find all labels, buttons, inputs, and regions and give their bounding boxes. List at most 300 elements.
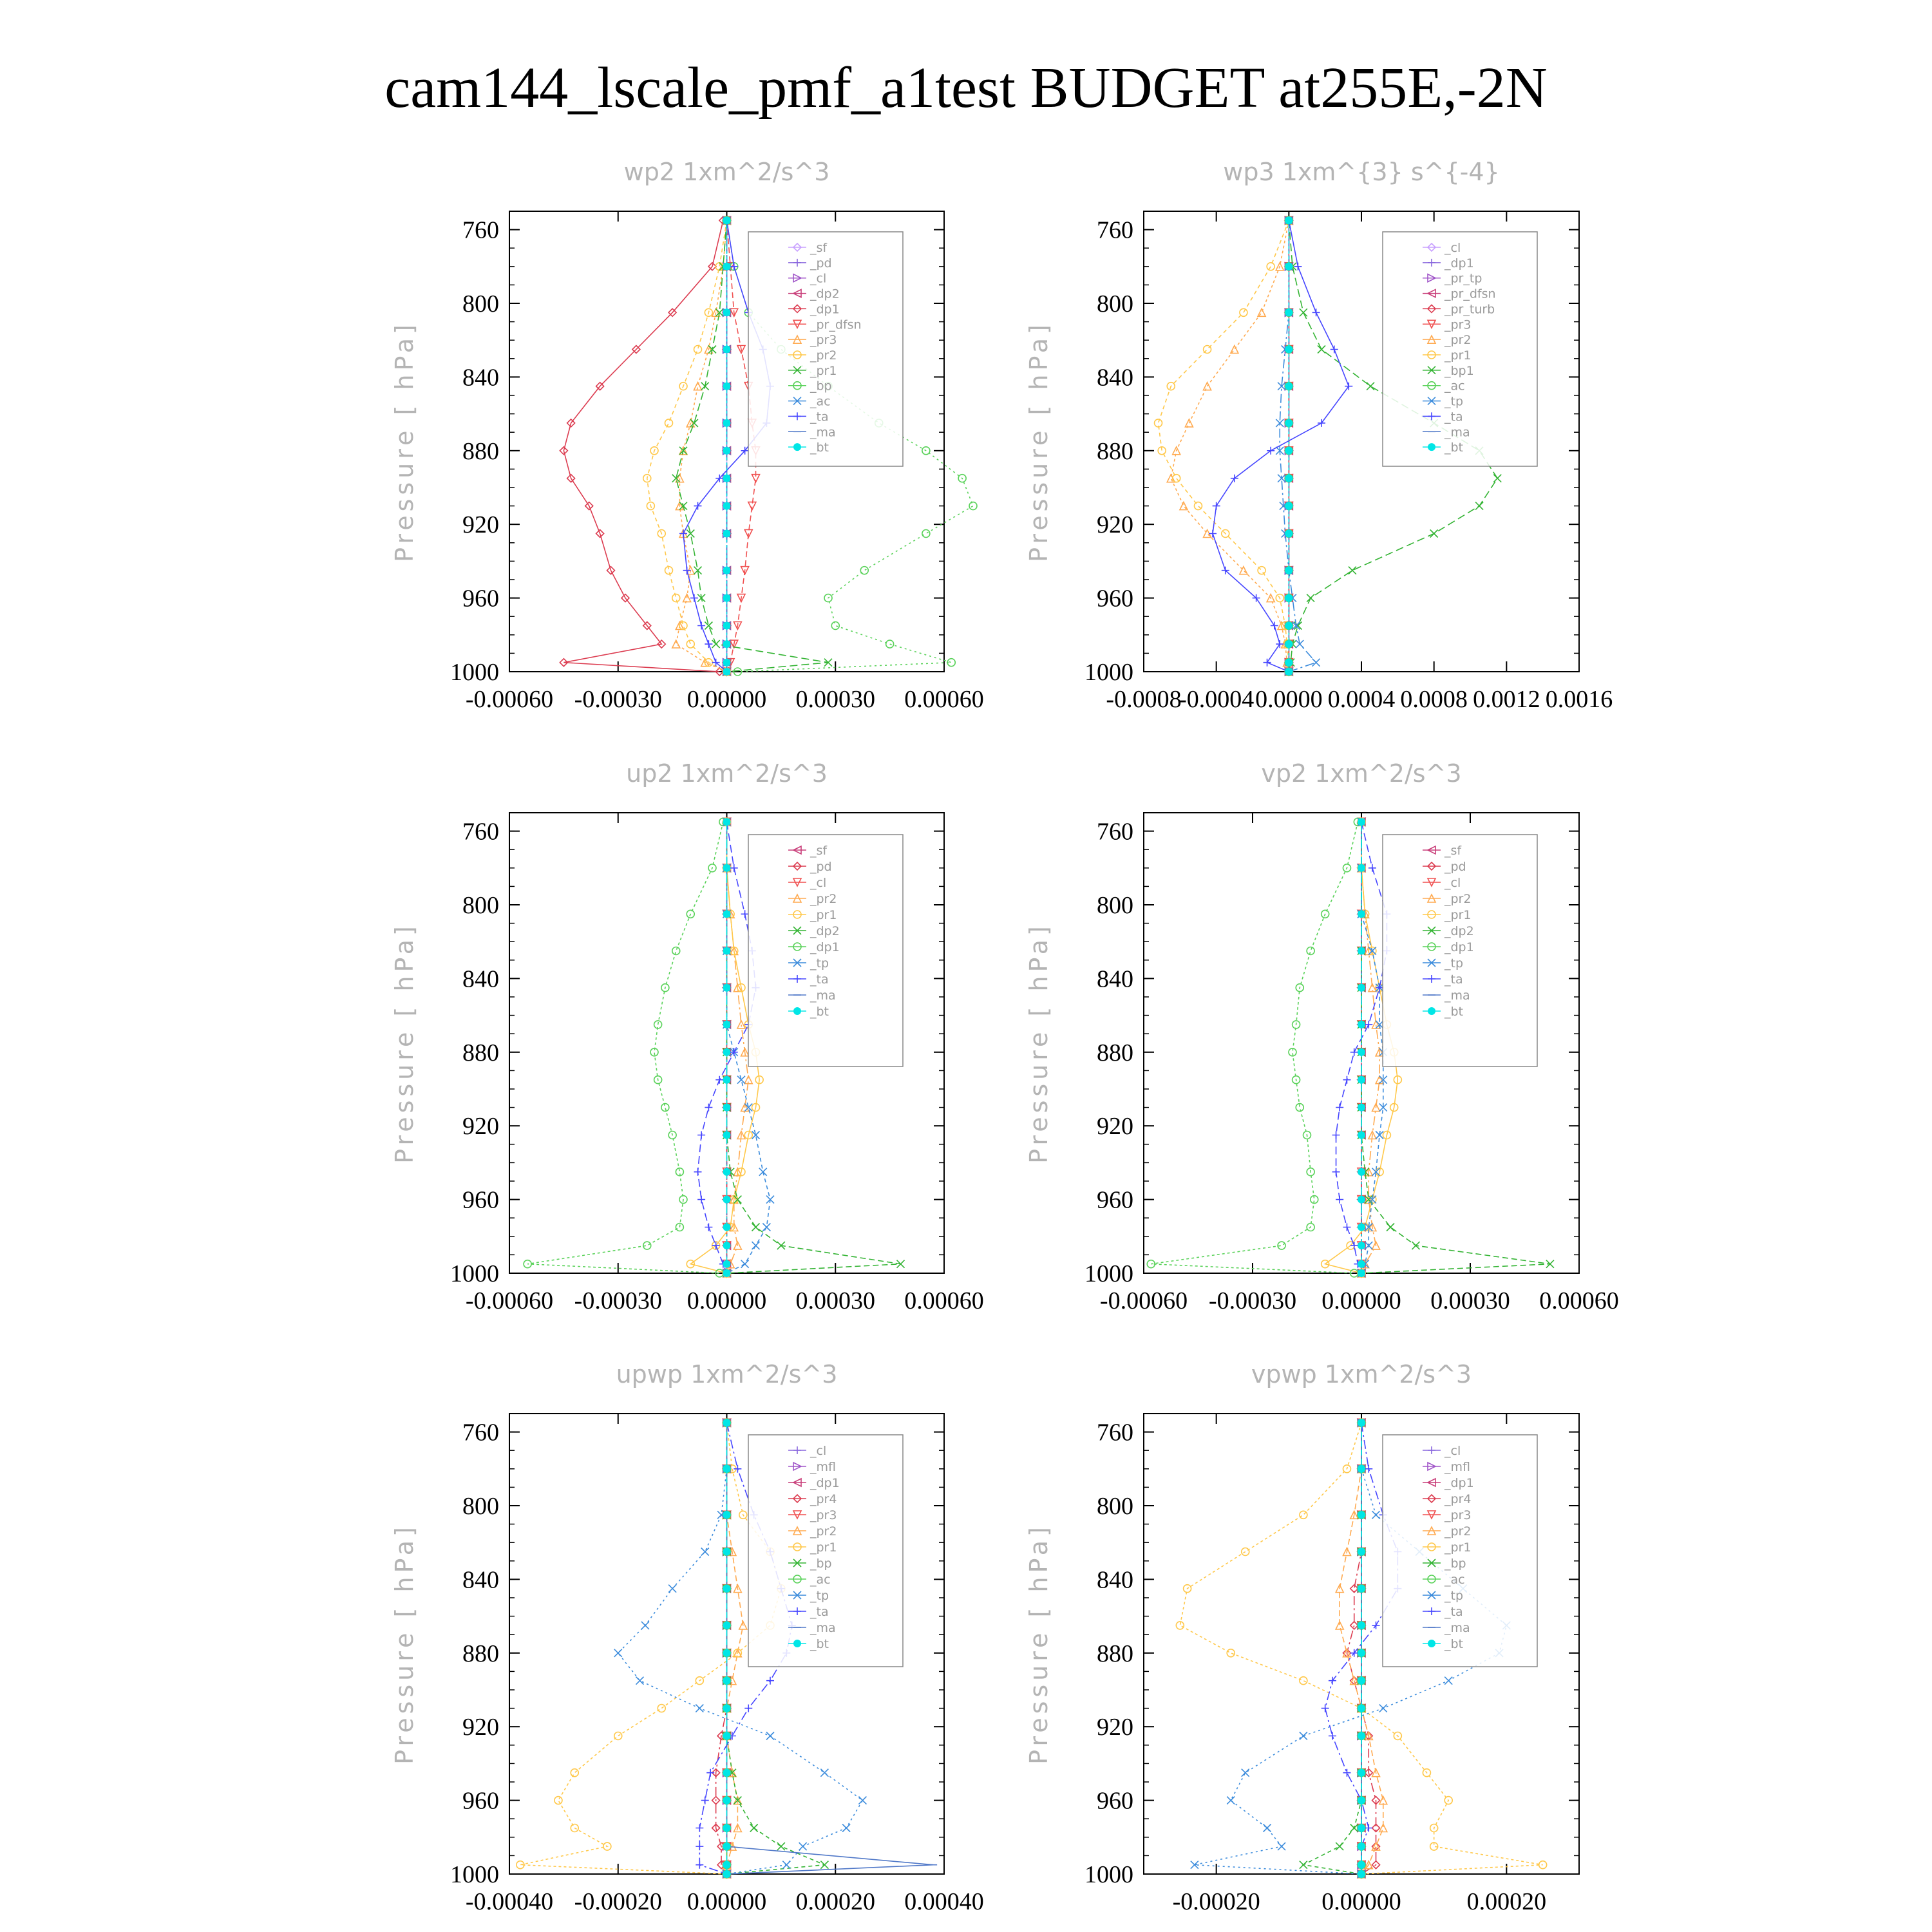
x-tick-label: -0.00030 [574, 686, 662, 713]
data-point [1267, 263, 1274, 270]
data-point [1358, 1104, 1365, 1112]
data-point [701, 1797, 709, 1804]
data-point [1300, 1677, 1307, 1685]
x-tick-label: 0.0008 [1400, 686, 1468, 713]
legend-label: _ma [1444, 1621, 1470, 1635]
data-point [723, 622, 731, 630]
panel-5 [390, 1360, 984, 1915]
legend-label: _pr4 [810, 1492, 837, 1506]
data-point [1358, 1048, 1365, 1056]
data-point [723, 1511, 731, 1519]
series-ta [1209, 216, 1352, 676]
data-point [665, 567, 673, 574]
legend-label: _ac [810, 394, 831, 409]
data-point [1358, 1242, 1365, 1249]
x-tick-label: 0.00000 [687, 1888, 767, 1915]
series-line [727, 822, 749, 1273]
y-axis-label: Pressure [ hPa] [1025, 321, 1053, 562]
data-point [1358, 1511, 1365, 1519]
panel-title: up2 1xm^2/s^3 [626, 759, 828, 788]
data-point [697, 1132, 705, 1139]
y-tick-label: 840 [462, 364, 499, 392]
y-tick-label: 800 [462, 892, 499, 919]
x-tick-label: -0.00060 [465, 686, 554, 713]
data-point [614, 1649, 622, 1657]
x-tick-label: -0.00060 [1099, 1287, 1188, 1314]
y-tick-label: 960 [1097, 585, 1133, 612]
panel-title: wp3 1xm^{3} s^{-4} [1223, 158, 1500, 186]
legend-label: _mfl [1444, 1460, 1470, 1474]
data-point [1300, 1861, 1307, 1869]
data-point [1285, 668, 1293, 676]
x-tick-label: -0.00060 [465, 1287, 554, 1314]
y-tick-label: 880 [1097, 437, 1133, 465]
y-tick-label: 920 [462, 1113, 499, 1141]
data-point [1358, 1870, 1365, 1878]
data-point [1358, 1677, 1365, 1685]
data-point [1365, 1021, 1372, 1028]
data-point [1285, 419, 1293, 427]
data-point [723, 1132, 731, 1139]
series-line [1280, 220, 1316, 672]
data-point [1213, 502, 1220, 510]
data-point [1358, 1824, 1365, 1832]
y-axis-label: Pressure [ hPa] [390, 922, 419, 1164]
legend-label: _pr_tp [1444, 271, 1482, 286]
x-tick-label: -0.00020 [1172, 1888, 1260, 1915]
data-point [723, 308, 731, 316]
data-point [679, 530, 687, 538]
data-point [723, 1465, 731, 1473]
y-tick-label: 960 [1097, 1186, 1133, 1214]
data-point [1258, 567, 1265, 574]
y-tick-label: 880 [1097, 1039, 1133, 1066]
legend [1383, 835, 1537, 1066]
data-point [1343, 1769, 1350, 1777]
legend-label: _ma [810, 989, 836, 1003]
data-point [1358, 1465, 1365, 1473]
legend-label: _pr3 [810, 1508, 837, 1522]
data-point [741, 1260, 749, 1268]
data-point [723, 216, 731, 224]
x-tick-label: 0.00060 [904, 686, 984, 713]
legend-label: _cl [810, 876, 827, 890]
legend-label: _ta [810, 410, 829, 424]
data-point [1358, 1168, 1365, 1176]
legend-label: _sf [810, 844, 828, 858]
x-tick-label: 0.00040 [904, 1888, 984, 1915]
data-point [1358, 1548, 1365, 1556]
legend-label: _cl [810, 1444, 827, 1458]
y-tick-label: 920 [462, 511, 499, 539]
data-point [1285, 622, 1293, 630]
x-tick-label: 0.0016 [1545, 686, 1613, 713]
series-dp1 [1147, 818, 1361, 1277]
x-tick-label: 0.00060 [1539, 1287, 1619, 1314]
data-point [723, 910, 731, 918]
data-point [1318, 419, 1325, 427]
data-point [1358, 947, 1365, 955]
data-point [858, 1797, 866, 1804]
data-point [723, 640, 731, 648]
data-point [668, 1585, 676, 1593]
data-point [1285, 567, 1293, 574]
legend-label: _ma [1444, 989, 1470, 1003]
data-point [1345, 383, 1352, 390]
data-point [705, 640, 712, 648]
data-point [1318, 346, 1325, 354]
legend-label: _sf [1444, 844, 1462, 858]
data-point [947, 659, 955, 667]
series-line [1151, 822, 1358, 1273]
data-point [723, 419, 731, 427]
y-tick-label: 800 [462, 290, 499, 317]
data-point [842, 1824, 850, 1832]
legend-label: _pr1 [1444, 348, 1472, 363]
panel-1 [390, 158, 984, 713]
data-point [1358, 984, 1365, 992]
data-point [1294, 622, 1302, 630]
data-point [696, 1705, 703, 1712]
data-point [1242, 1769, 1249, 1777]
panel-2 [1025, 158, 1613, 713]
legend-label: _ta [1444, 972, 1463, 987]
legend-label: _bt [1444, 440, 1464, 455]
y-tick-label: 840 [462, 1566, 499, 1594]
data-point [1285, 308, 1293, 316]
legend-label: _ta [1444, 410, 1463, 424]
data-point [1285, 383, 1293, 390]
data-point [1349, 567, 1356, 574]
legend-label: _dp1 [810, 302, 840, 317]
y-tick-label: 800 [1097, 290, 1133, 317]
data-point [1331, 346, 1338, 354]
data-point [1358, 1732, 1365, 1740]
data-point [1285, 502, 1293, 510]
data-point [694, 1168, 702, 1176]
legend-label: _ac [810, 1573, 831, 1587]
x-tick-label: -0.00020 [574, 1888, 662, 1915]
legend-label: _tp [810, 956, 829, 971]
series-bp [1300, 1419, 1365, 1878]
legend-label: _bt [810, 1637, 829, 1651]
legend-label: _pr_dfsn [1444, 287, 1496, 301]
legend-label: _ma [1444, 425, 1470, 440]
legend-marker [1428, 443, 1435, 451]
legend-label: _tp [1444, 1589, 1464, 1603]
data-point [712, 640, 720, 648]
data-point [701, 1548, 709, 1556]
y-tick-label: 760 [462, 1419, 499, 1446]
data-point [715, 1076, 723, 1084]
data-point [820, 1769, 828, 1777]
legend-label: _bp1 [1444, 363, 1474, 378]
y-tick-label: 960 [1097, 1787, 1133, 1815]
data-point [697, 1196, 705, 1204]
y-tick-label: 880 [462, 437, 499, 465]
legend-label: _cl [1444, 876, 1461, 890]
data-point [1285, 640, 1293, 648]
data-point [723, 1769, 731, 1777]
data-point [723, 1649, 731, 1657]
data-point [723, 530, 731, 538]
legend-label: _bt [1444, 1005, 1464, 1019]
series-pr2 [1167, 216, 1293, 676]
legend-label: _pd [810, 256, 832, 270]
data-point [1358, 1842, 1365, 1850]
legend-label: _pr_dfsn [810, 317, 862, 332]
data-point [672, 947, 680, 955]
data-point [1173, 475, 1180, 482]
data-point [723, 1419, 731, 1426]
legend-label: _ma [810, 425, 836, 440]
legend-label: _pr1 [810, 1540, 837, 1555]
series-line [1303, 1423, 1361, 1874]
legend-label: _cl [810, 271, 827, 286]
data-point [697, 622, 705, 630]
data-point [723, 1705, 731, 1712]
data-point [723, 1824, 731, 1832]
series-line [676, 220, 727, 672]
series-pr1 [516, 1419, 785, 1878]
data-point [723, 1104, 731, 1112]
data-point [1300, 1511, 1307, 1519]
data-point [1444, 1677, 1452, 1685]
x-tick-label: 0.00020 [795, 1888, 875, 1915]
data-point [723, 1048, 731, 1056]
data-point [1258, 308, 1265, 316]
panel-title: upwp 1xm^2/s^3 [616, 1360, 838, 1388]
data-point [694, 346, 702, 354]
data-point [1307, 594, 1314, 602]
legend-label: _pd [1444, 860, 1466, 874]
data-point [831, 622, 839, 630]
series-dp1 [560, 216, 727, 676]
data-point [701, 383, 709, 390]
panel-title: vp2 1xm^2/s^3 [1261, 759, 1462, 788]
data-point [723, 659, 731, 667]
y-tick-label: 800 [462, 1493, 499, 1520]
y-tick-label: 1000 [450, 1861, 499, 1888]
legend-marker [1428, 1007, 1435, 1015]
x-tick-label: -0.00030 [1208, 1287, 1297, 1314]
y-tick-label: 960 [462, 1787, 499, 1815]
y-tick-label: 760 [462, 818, 499, 846]
legend-label: _pr_turb [1444, 302, 1495, 317]
data-point [672, 594, 680, 602]
data-point [1285, 346, 1293, 354]
y-tick-label: 1000 [1084, 1861, 1133, 1888]
y-tick-label: 760 [1097, 818, 1133, 846]
panel-6 [1025, 1360, 1579, 1915]
data-point [1372, 1511, 1380, 1519]
data-point [1493, 475, 1501, 482]
data-point [723, 346, 731, 354]
data-point [1358, 1622, 1365, 1629]
data-point [1358, 818, 1365, 826]
data-point [1227, 1649, 1235, 1657]
legend-label: _pr1 [810, 363, 837, 378]
legend-label: _ac [1444, 379, 1465, 393]
data-point [1372, 1622, 1380, 1629]
legend-label: _bt [810, 1005, 829, 1019]
data-point [1278, 1842, 1285, 1850]
data-point [766, 1677, 774, 1685]
data-point [799, 1842, 807, 1850]
data-point [1358, 1419, 1365, 1426]
x-tick-label: 0.00030 [1430, 1287, 1510, 1314]
legend-label: _dp1 [810, 940, 840, 954]
data-point [723, 1269, 731, 1277]
legend-label: _ta [1444, 1605, 1463, 1619]
y-tick-label: 840 [462, 965, 499, 993]
data-point [1300, 1732, 1307, 1740]
y-axis-label: Pressure [ hPa] [1025, 1523, 1053, 1765]
legend-label: _pr1 [1444, 908, 1472, 922]
legend-label: _pr3 [1444, 317, 1472, 332]
data-point [1365, 1465, 1372, 1473]
legend-label: _ma [810, 1621, 836, 1635]
series-tp [1276, 216, 1320, 676]
data-point [737, 1076, 745, 1084]
legend-label: _pr2 [810, 348, 837, 363]
data-point [696, 1861, 703, 1869]
data-point [750, 1824, 758, 1832]
data-point [694, 383, 702, 390]
legend-label: _pr1 [810, 908, 837, 922]
series-line [564, 220, 723, 672]
data-point [1285, 447, 1293, 455]
legend-label: _dp2 [810, 924, 840, 938]
legend-label: _bt [810, 440, 829, 455]
data-point [1336, 1842, 1343, 1850]
data-point [1358, 1585, 1365, 1593]
data-point [1285, 475, 1293, 482]
x-tick-label: -0.0008 [1106, 686, 1182, 713]
data-point [665, 419, 673, 427]
data-point [723, 1870, 731, 1878]
x-tick-label: 0.00000 [687, 686, 767, 713]
data-point [1358, 1705, 1365, 1712]
legend [1383, 232, 1537, 466]
x-tick-label: 0.0012 [1473, 686, 1540, 713]
legend-label: _dp2 [1444, 924, 1474, 938]
y-tick-label: 1000 [450, 1260, 499, 1287]
data-point [782, 1861, 790, 1869]
data-point [723, 1242, 731, 1249]
data-point [723, 1548, 731, 1556]
data-point [1368, 864, 1376, 872]
data-point [1332, 1132, 1340, 1139]
legend-label: _ac [1444, 1573, 1465, 1587]
data-point [1285, 530, 1293, 538]
series-line [1171, 220, 1289, 672]
data-point [571, 1769, 578, 1777]
data-point [1312, 659, 1320, 667]
data-point [1358, 1076, 1365, 1084]
data-point [723, 1797, 731, 1804]
data-point [723, 1076, 731, 1084]
legend-marker [793, 1640, 801, 1647]
series-line [647, 220, 727, 672]
y-tick-label: 880 [462, 1039, 499, 1066]
data-point [886, 640, 894, 648]
y-tick-label: 1000 [1084, 659, 1133, 686]
data-point [744, 1705, 752, 1712]
data-point [723, 1168, 731, 1176]
data-point [554, 1797, 562, 1804]
x-tick-label: 0.00020 [1466, 1888, 1547, 1915]
data-point [723, 502, 731, 510]
legend-label: _pr2 [1444, 1524, 1472, 1539]
y-tick-label: 840 [1097, 965, 1133, 993]
data-point [723, 984, 731, 992]
data-point [1358, 1021, 1365, 1028]
data-point [696, 1842, 703, 1850]
data-point [860, 567, 868, 574]
data-point [1358, 910, 1365, 918]
x-tick-label: 0.0004 [1327, 686, 1396, 713]
data-point [723, 1021, 731, 1028]
legend-label: _bp [1444, 1557, 1466, 1571]
x-tick-label: 0.00000 [687, 1287, 767, 1314]
legend-label: _tp [810, 1589, 829, 1603]
legend-label: _bp [810, 1557, 832, 1571]
legend-label: _dp2 [810, 287, 840, 301]
panel-title: vpwp 1xm^2/s^3 [1251, 1360, 1472, 1388]
y-tick-label: 840 [1097, 364, 1133, 392]
data-point [1204, 346, 1211, 354]
data-point [1350, 1048, 1358, 1056]
data-point [1227, 1797, 1235, 1804]
y-tick-label: 960 [462, 1186, 499, 1214]
data-point [723, 475, 731, 482]
x-tick-label: 0.0000 [1255, 686, 1323, 713]
data-point [690, 594, 698, 602]
series-line [527, 822, 723, 1273]
data-point [723, 864, 731, 872]
data-point [705, 622, 712, 630]
data-point [723, 668, 731, 676]
panel-title: wp2 1xm^2/s^3 [623, 158, 830, 186]
y-axis-label: Pressure [ hPa] [1025, 922, 1053, 1164]
data-point [1475, 502, 1483, 510]
legend [1383, 1435, 1537, 1667]
data-point [696, 1824, 703, 1832]
legend-label: _dp1 [1444, 1476, 1474, 1490]
data-point [636, 1677, 644, 1685]
legend-label: _tp [1444, 394, 1464, 409]
data-point [1358, 1797, 1365, 1804]
legend-label: _bp [810, 379, 832, 393]
data-point [752, 1242, 760, 1249]
x-tick-label: 0.00030 [795, 686, 875, 713]
data-point [752, 1224, 760, 1231]
data-point [1300, 308, 1307, 316]
data-point [723, 818, 731, 826]
legend-label: _dp1 [1444, 940, 1474, 954]
data-point [1358, 1269, 1365, 1277]
data-point [672, 640, 680, 648]
data-point [1176, 1622, 1184, 1629]
data-point [1271, 622, 1278, 630]
y-tick-label: 880 [1097, 1640, 1133, 1667]
x-tick-label: -0.00040 [465, 1888, 554, 1915]
data-point [766, 1732, 774, 1740]
legend-label: _pr3 [1444, 1508, 1472, 1522]
data-point [723, 1861, 731, 1869]
legend [748, 232, 903, 466]
